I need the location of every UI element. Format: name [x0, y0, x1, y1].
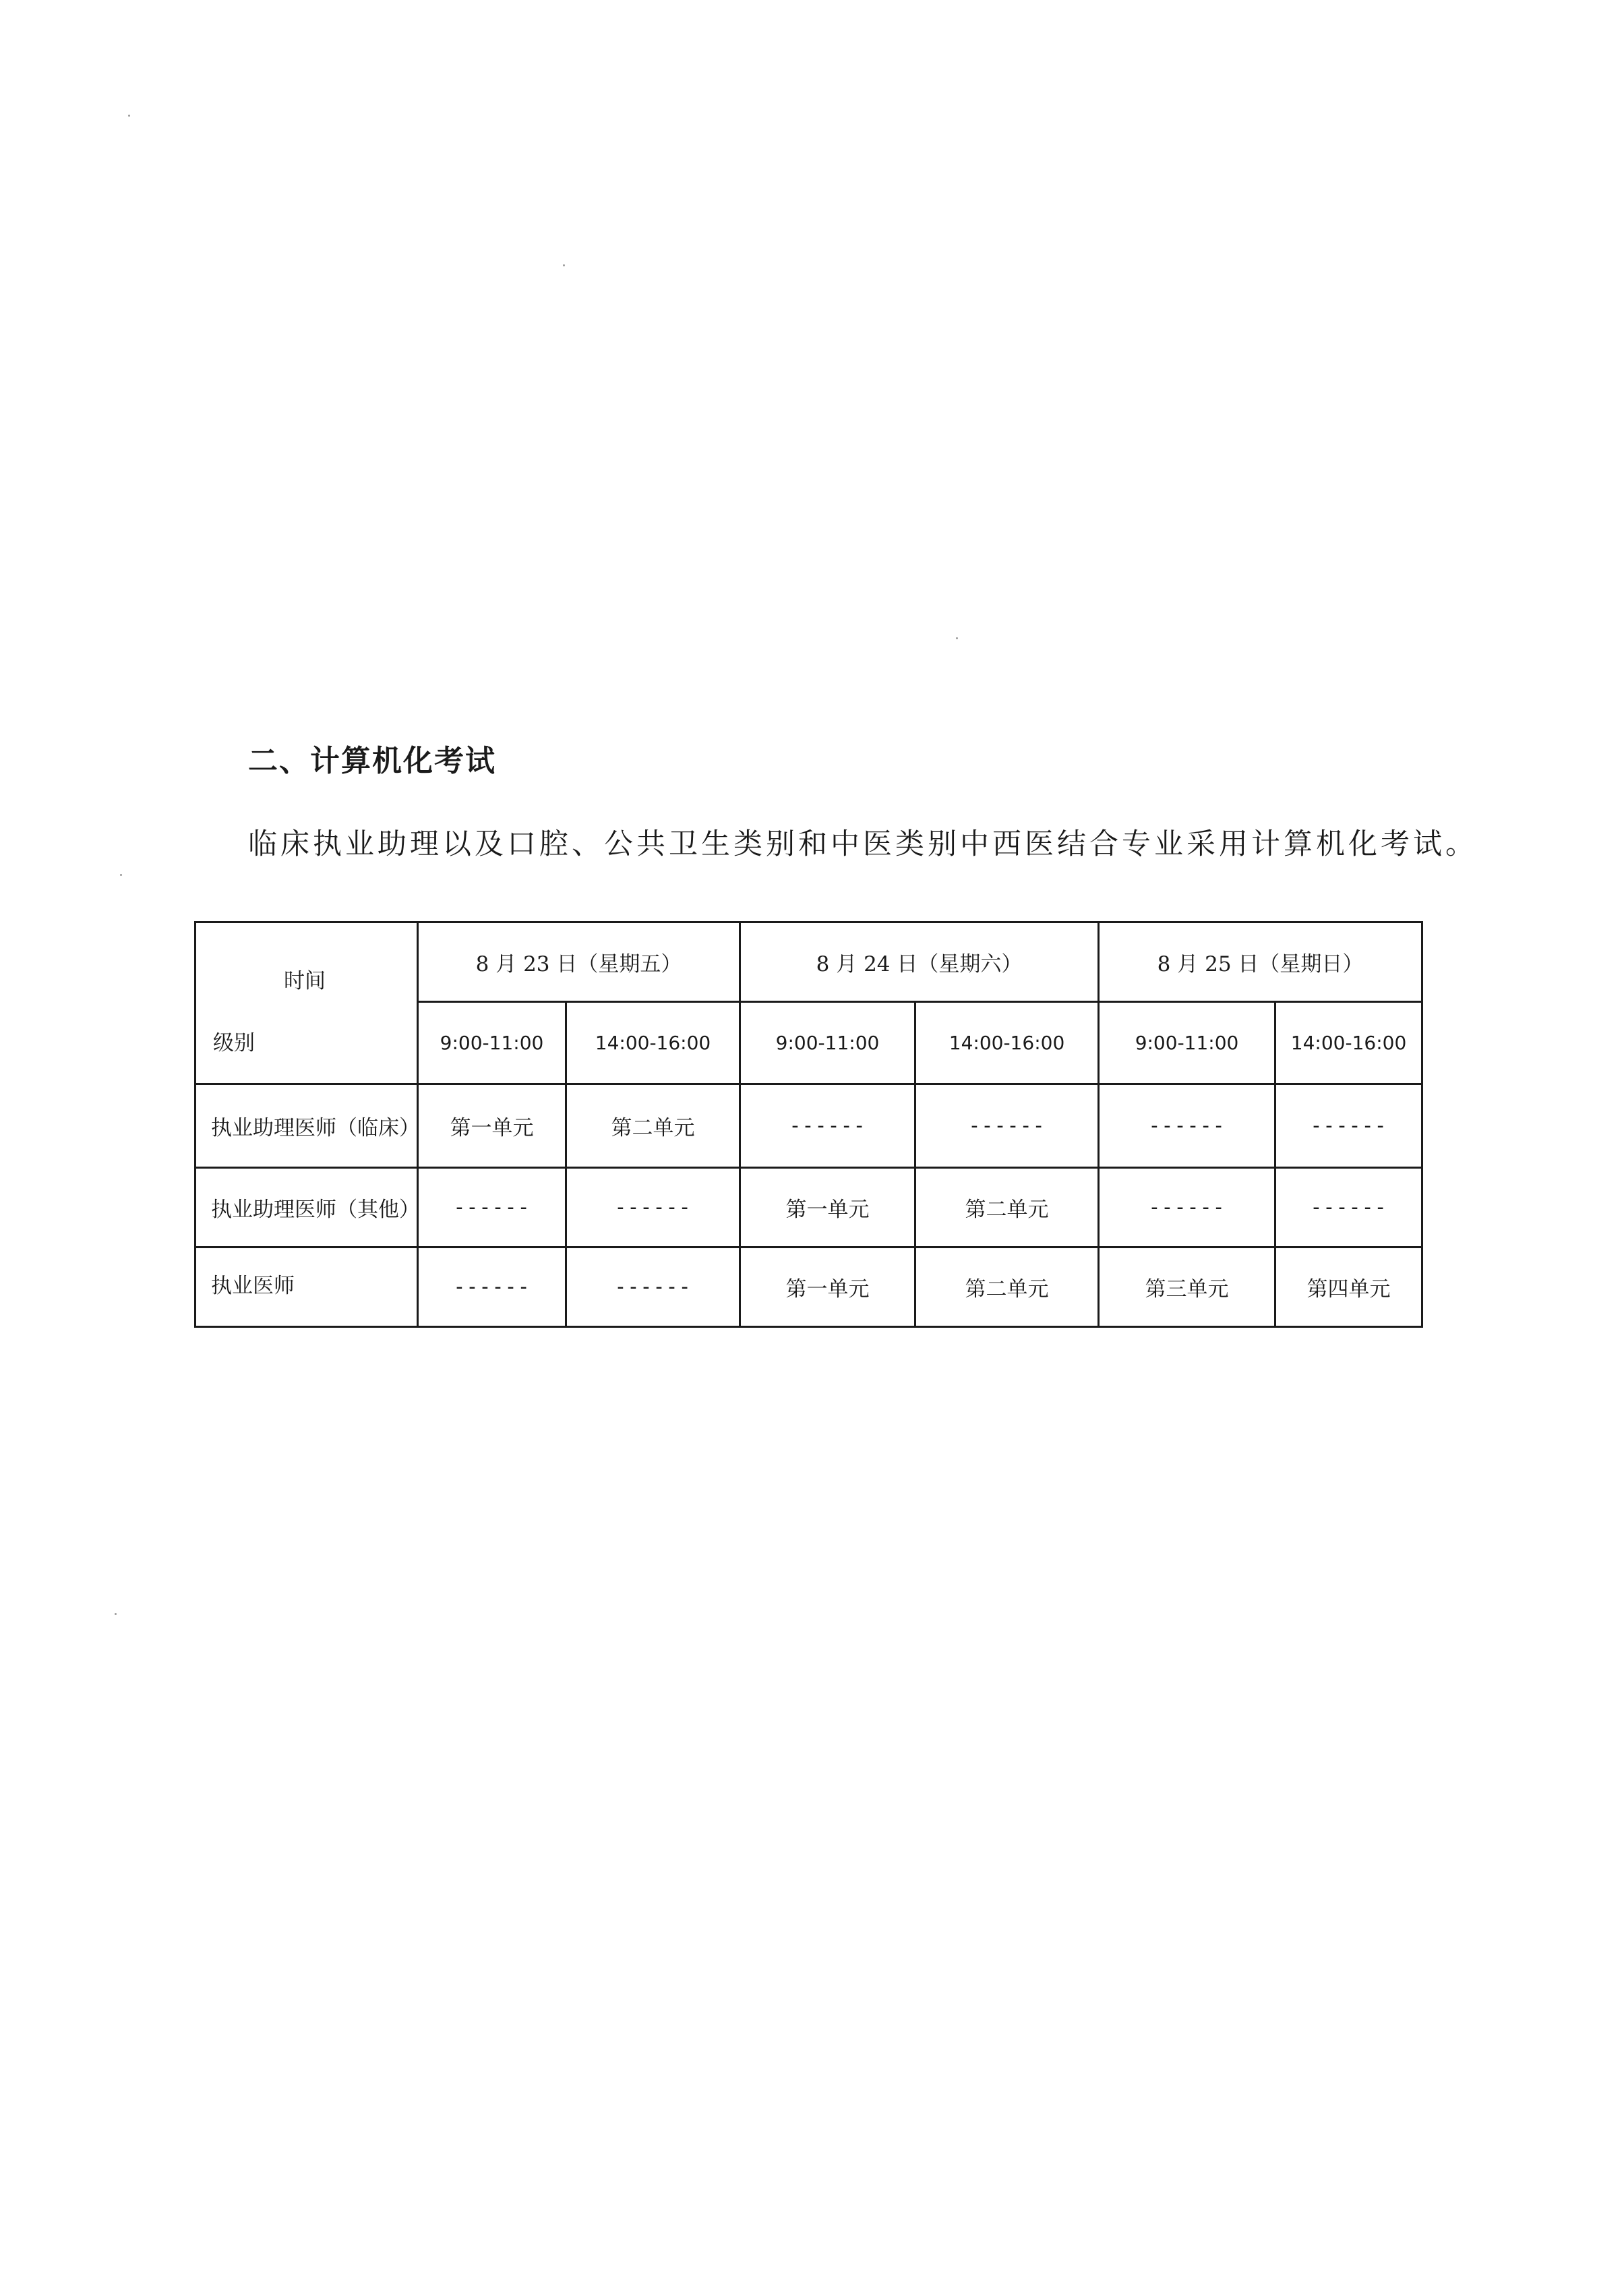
scan-speck: [120, 874, 122, 876]
table-row: [196, 1168, 1422, 1248]
corner-label-level: 级别: [213, 1031, 255, 1055]
scan-speck: [128, 115, 130, 117]
time-slot-header: 14:00-16:00: [915, 1002, 1099, 1084]
scan-speck: [563, 264, 565, 266]
table-cell: ------: [1275, 1084, 1422, 1168]
table-cell: 第二单元: [915, 1248, 1099, 1327]
time-slot-header: 9:00-11:00: [740, 1002, 915, 1084]
table-cell: ------: [740, 1084, 915, 1168]
date-header-row: [196, 922, 1422, 1002]
table-cell: 第一单元: [740, 1248, 915, 1327]
corner-header-cell: [196, 922, 418, 1084]
time-slot-header: 14:00-16:00: [1275, 1002, 1422, 1084]
row-label: 执业医师: [196, 1248, 418, 1327]
table-cell: ------: [566, 1168, 740, 1248]
intro-paragraph: 临床执业助理以及口腔、公共卫生类别和中医类别中西医结合专业采用计算机化考试。: [248, 827, 1478, 861]
table-row: [196, 1248, 1422, 1327]
time-slot-header: 9:00-11:00: [1099, 1002, 1275, 1084]
table-cell: 第二单元: [915, 1168, 1099, 1248]
row-label: 执业助理医师（其他）: [196, 1168, 418, 1248]
table-cell: ------: [566, 1248, 740, 1327]
date-header: 8 月 25 日（星期日）: [1099, 922, 1422, 1002]
table-cell: ------: [1099, 1084, 1275, 1168]
table-cell: 第三单元: [1099, 1248, 1275, 1327]
table-cell: ------: [418, 1168, 566, 1248]
table-cell: ------: [915, 1084, 1099, 1168]
table-cell: 第二单元: [566, 1084, 740, 1168]
exam-schedule-table: [194, 921, 1423, 1328]
time-slot-header: 14:00-16:00: [566, 1002, 740, 1084]
row-label: 执业助理医师（临床）: [196, 1084, 418, 1168]
scan-speck: [115, 1613, 117, 1615]
table-cell: 第一单元: [418, 1084, 566, 1168]
table-cell: 第四单元: [1275, 1248, 1422, 1327]
table-row: [196, 1084, 1422, 1168]
date-header: 8 月 23 日（星期五）: [418, 922, 740, 1002]
section-heading: 二、计算机化考试: [248, 744, 496, 778]
table-cell: ------: [1275, 1168, 1422, 1248]
table-cell: 第一单元: [740, 1168, 915, 1248]
corner-label-time: 时间: [284, 969, 326, 993]
date-header: 8 月 24 日（星期六）: [740, 922, 1099, 1002]
table-cell: ------: [418, 1248, 566, 1327]
scan-speck: [956, 637, 958, 639]
table-cell: ------: [1099, 1168, 1275, 1248]
time-slot-header: 9:00-11:00: [418, 1002, 566, 1084]
